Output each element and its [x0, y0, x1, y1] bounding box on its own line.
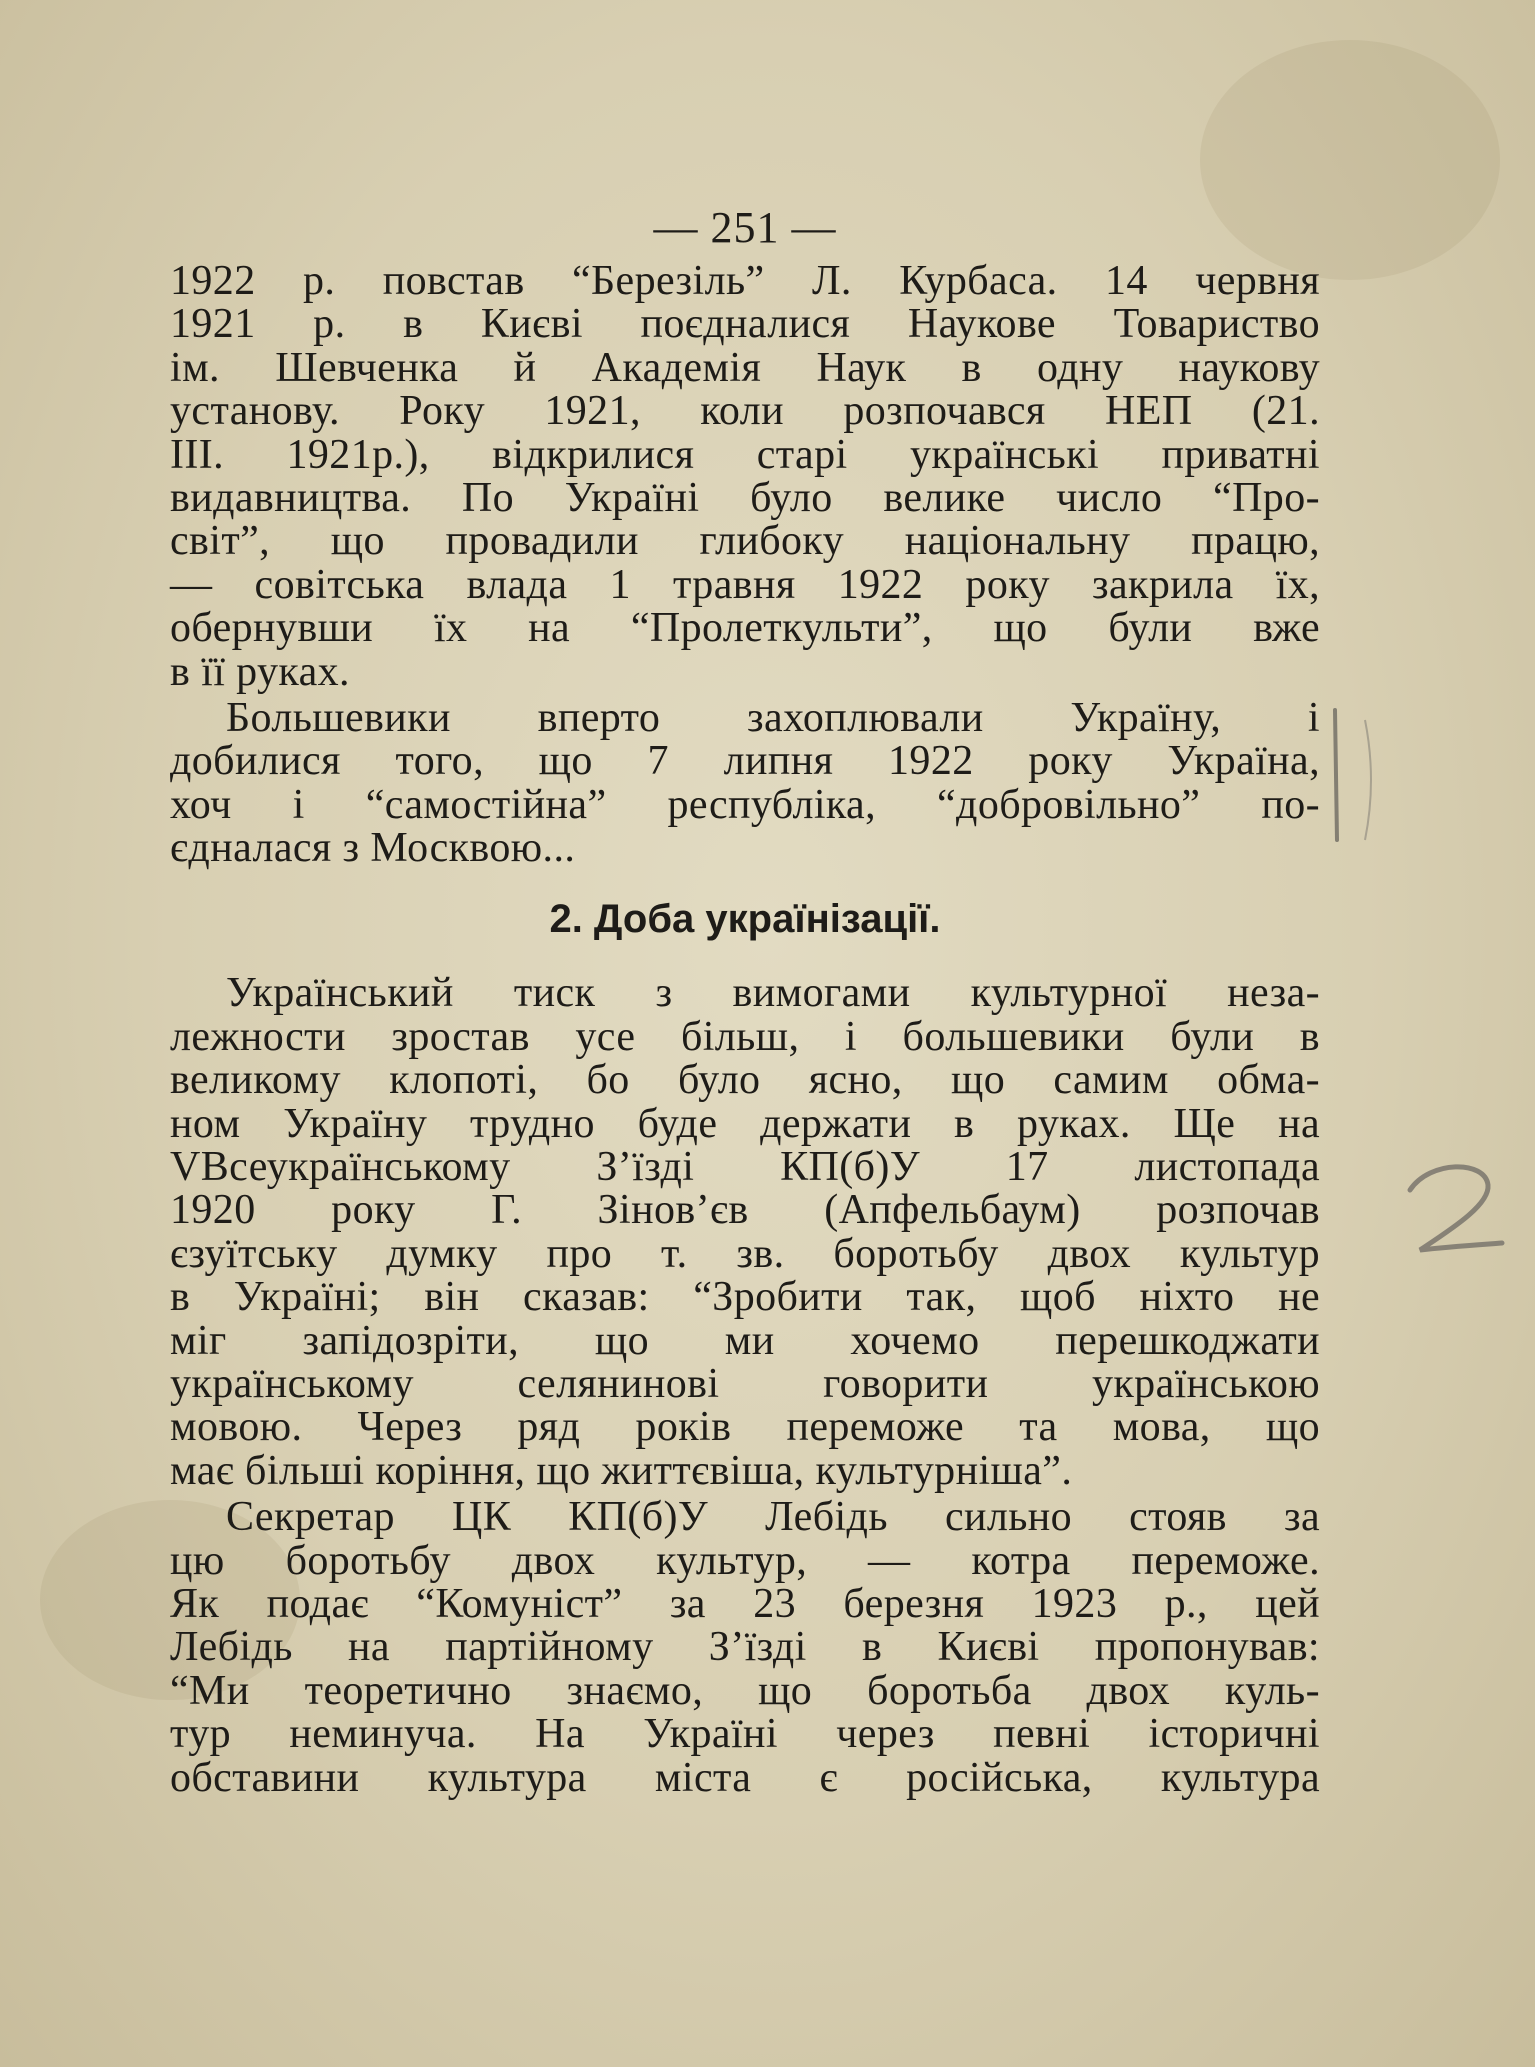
paragraph-3 — [170, 972, 1320, 1493]
text-line: світ”, що провадили глибоку національну працю, — [170, 518, 1320, 565]
text-line: Большевики вперто захоплювали Україну, і — [226, 694, 1320, 741]
text-line: видавництва. По Україні було велике число “Про- — [170, 474, 1320, 521]
text-line: Лебідь на партійному З’їзді в Києві пропонував: — [170, 1624, 1320, 1671]
text-line: в Україні; він сказав: “Зробити так, щоб ніхто не — [170, 1274, 1320, 1321]
text-line: Секретар ЦК КП(б)У Лебідь сильно стояв за — [226, 1494, 1320, 1541]
text-line: обернувши їх на “Пролеткульти”, що були вже — [170, 605, 1320, 652]
text-line: єдналася з Москвою... — [170, 825, 576, 872]
text-line: великому клопоті, бо було ясно, що самим обма- — [170, 1057, 1320, 1104]
text-line: міг запідозріти, що ми хочемо перешкоджати — [170, 1317, 1320, 1364]
text-line: VВсеукраїнському З’їзді КП(б)У 17 листопада — [170, 1144, 1320, 1191]
text-line: 1920 року Г. Зінов’єв (Апфельбаум) розпочав — [170, 1187, 1320, 1234]
text-line: — совітська влада 1 травня 1922 року закрила їх, — [170, 561, 1320, 608]
text-line: лежности зростав усе більш, і большевики були в — [170, 1013, 1320, 1060]
text-block — [170, 196, 1320, 1800]
text-line: III. 1921р.), відкрилися старі українські приватні — [170, 431, 1320, 478]
text-line: в її руках. — [170, 648, 350, 695]
paragraph-1 — [170, 260, 1320, 694]
text-line: ном Україну трудно буде держати в руках. Ще на — [170, 1100, 1320, 1147]
pencil-bracket-mark — [1325, 700, 1385, 850]
paragraph-4 — [170, 1496, 1320, 1800]
text-line: хоч і “самостійна” республіка, “добровільно” по- — [170, 781, 1320, 828]
text-line: українському селянинові говорити українською — [170, 1360, 1320, 1407]
text-line: обставини культура міста є російська, культура — [170, 1754, 1320, 1801]
text-line: цю боротьбу двох культур, — котра переможе. — [170, 1537, 1320, 1584]
text-line: 1922 р. повстав “Березіль” Л. Курбаса. 14 червня — [170, 258, 1320, 304]
pencil-margin-mark — [1390, 1155, 1510, 1265]
text-line: 1921 р. в Києві поєдналися Наукове Товариство — [170, 301, 1320, 348]
text-line: має більші коріння, що життєвіша, культурніша”. — [170, 1447, 1073, 1494]
text-line: установу. Року 1921, коли розпочався НЕП (21. — [170, 388, 1320, 435]
text-line: ім. Шевченка й Академія Наук в одну наукову — [170, 344, 1320, 391]
text-line: тур неминуча. На Україні через певні історичні — [170, 1711, 1320, 1758]
text-line: Як подає “Комуніст” за 23 березня 1923 р., цей — [170, 1580, 1320, 1627]
text-line: єзуїтську думку про т. зв. боротьбу двох культур — [170, 1230, 1320, 1277]
page-number: — 251 — — [653, 203, 837, 252]
section-heading: 2. Доба українізації. — [549, 897, 941, 942]
text-line: добилися того, що 7 липня 1922 року Україна, — [170, 738, 1320, 785]
text-line: Український тиск з вимогами культурної неза- — [226, 970, 1320, 1017]
text-line: “Ми теоретично знаємо, що боротьба двох куль- — [170, 1667, 1320, 1714]
paragraph-2 — [170, 694, 1320, 872]
text-line: мовою. Через ряд років переможе та мова, що — [170, 1404, 1320, 1451]
